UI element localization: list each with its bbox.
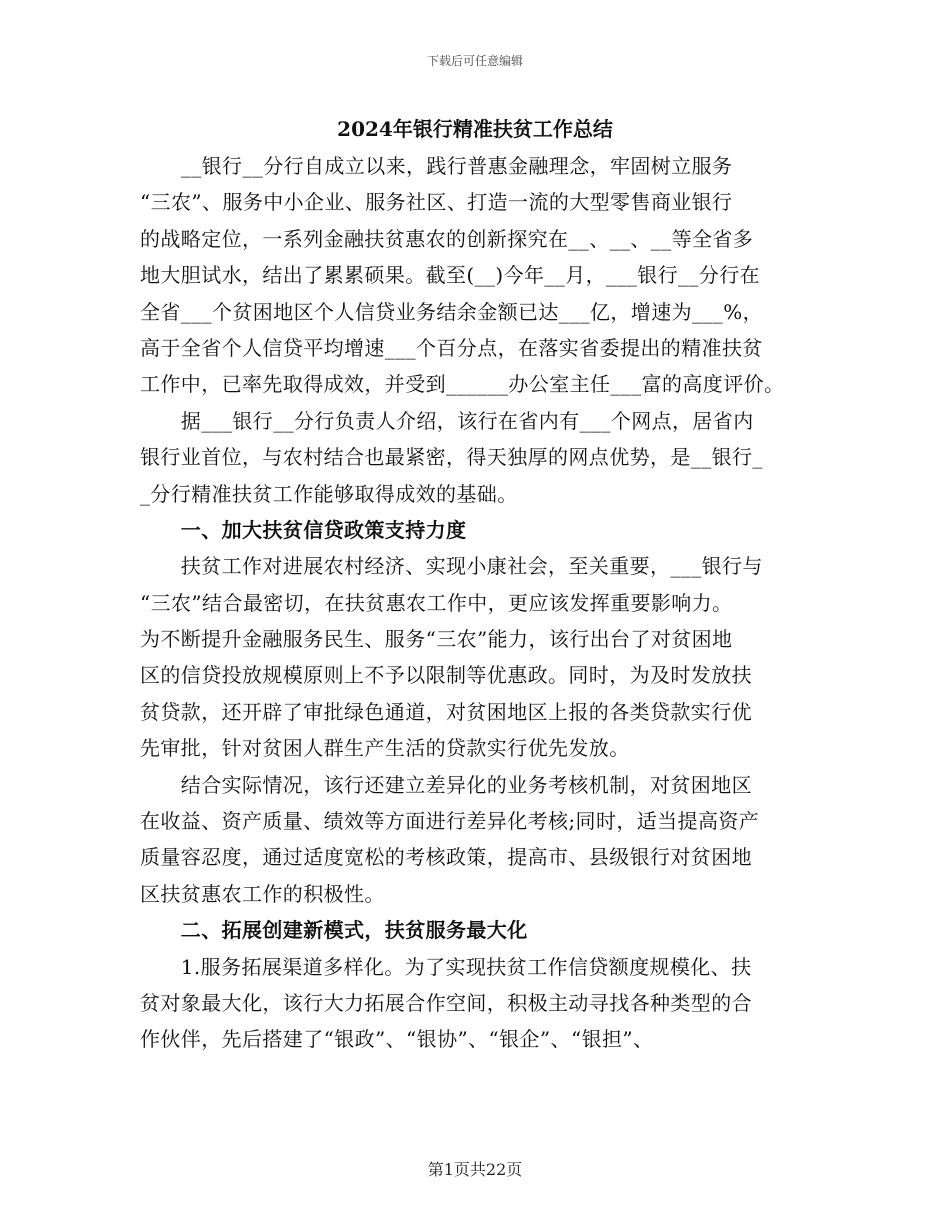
body-text-line: 的战略定位，一系列金融扶贫惠农的创新探究在__、__、__等全省多: [140, 226, 754, 251]
body-text-line: 在收益、资产质量、绩效等方面进行差异化考核;同时，适当提高资产: [140, 809, 760, 834]
body-text-line: “三农”结合最密切，在扶贫惠农工作中，更应该发挥重要影响力。: [140, 590, 733, 615]
body-text-line: 区扶贫惠农工作的积极性。: [140, 881, 385, 906]
section-heading: 一、加大扶贫信贷政策支持力度: [140, 517, 467, 542]
body-text-line: 结合实际情况，该行还建立差异化的业务考核机制，对贫困地区: [140, 772, 752, 797]
body-text-line: 地大胆试水，结出了累累硕果。截至(__)今年__月，___银行__分行在: [140, 263, 761, 288]
body-text-line: _分行精准扶贫工作能够取得成效的基础。: [140, 481, 518, 506]
body-text-line: 全省___个贫困地区个人信贷业务结余金额已达___亿，增速为___%，: [140, 299, 764, 324]
body-text-line: 工作中，已率先取得成效，并受到______办公室主任___富的高度评价。: [140, 372, 785, 397]
document-body: [140, 148, 820, 1058]
body-text-line: 扶贫工作对进展农村经济、实现小康社会，至关重要，___银行与: [140, 554, 763, 579]
body-text-line: 贫对象最大化，该行大力拓展合作空间，积极主动寻找各种类型的合: [140, 990, 752, 1015]
body-text-line: “三农”、服务中小企业、服务社区、打造一流的大型零售商业银行: [140, 190, 733, 215]
body-text-line: 区的信贷投放规模原则上不予以限制等优惠政。同时，为及时发放扶: [140, 663, 752, 688]
page-footer: 第1页共22页: [427, 1160, 523, 1179]
section-heading: 二、拓展创建新模式，扶贫服务最大化: [140, 918, 528, 943]
document-title: 2024年银行精准扶贫工作总结: [337, 117, 613, 141]
body-text-line: 1.服务拓展渠道多样化。为了实现扶贫工作信贷额度规模化、扶: [140, 954, 752, 979]
body-text-line: 贫贷款，还开辟了审批绿色通道，对贫困地区上报的各类贷款实行优: [140, 699, 752, 724]
body-text-line: 据___银行__分行负责人介绍，该行在省内有___个网点，居省内: [140, 408, 754, 433]
body-text-line: 高于全省个人信贷平均增速___个百分点，在落实省委提出的精准扶贫: [140, 335, 763, 360]
body-text-line: 先审批，针对贫困人群生产生活的贷款实行优先发放。: [140, 736, 630, 761]
body-text-line: 质量容忍度，通过适度宽松的考核政策，提高市、县级银行对贫困地: [140, 845, 752, 870]
body-text-line: __银行__分行自成立以来，践行普惠金融理念，牢固树立服务: [140, 154, 733, 178]
body-text-line: 作伙伴，先后搭建了“银政”、“银协”、“银企”、“银担”、: [140, 1027, 654, 1052]
header-note: 下载后可任意编辑: [426, 54, 523, 68]
body-text-line: 为不断提升金融服务民生、服务“三农”能力，该行出台了对贫困地: [140, 627, 733, 652]
body-text-line: 银行业首位，与农村结合也最紧密，得天独厚的网点优势，是__银行_: [140, 445, 763, 470]
